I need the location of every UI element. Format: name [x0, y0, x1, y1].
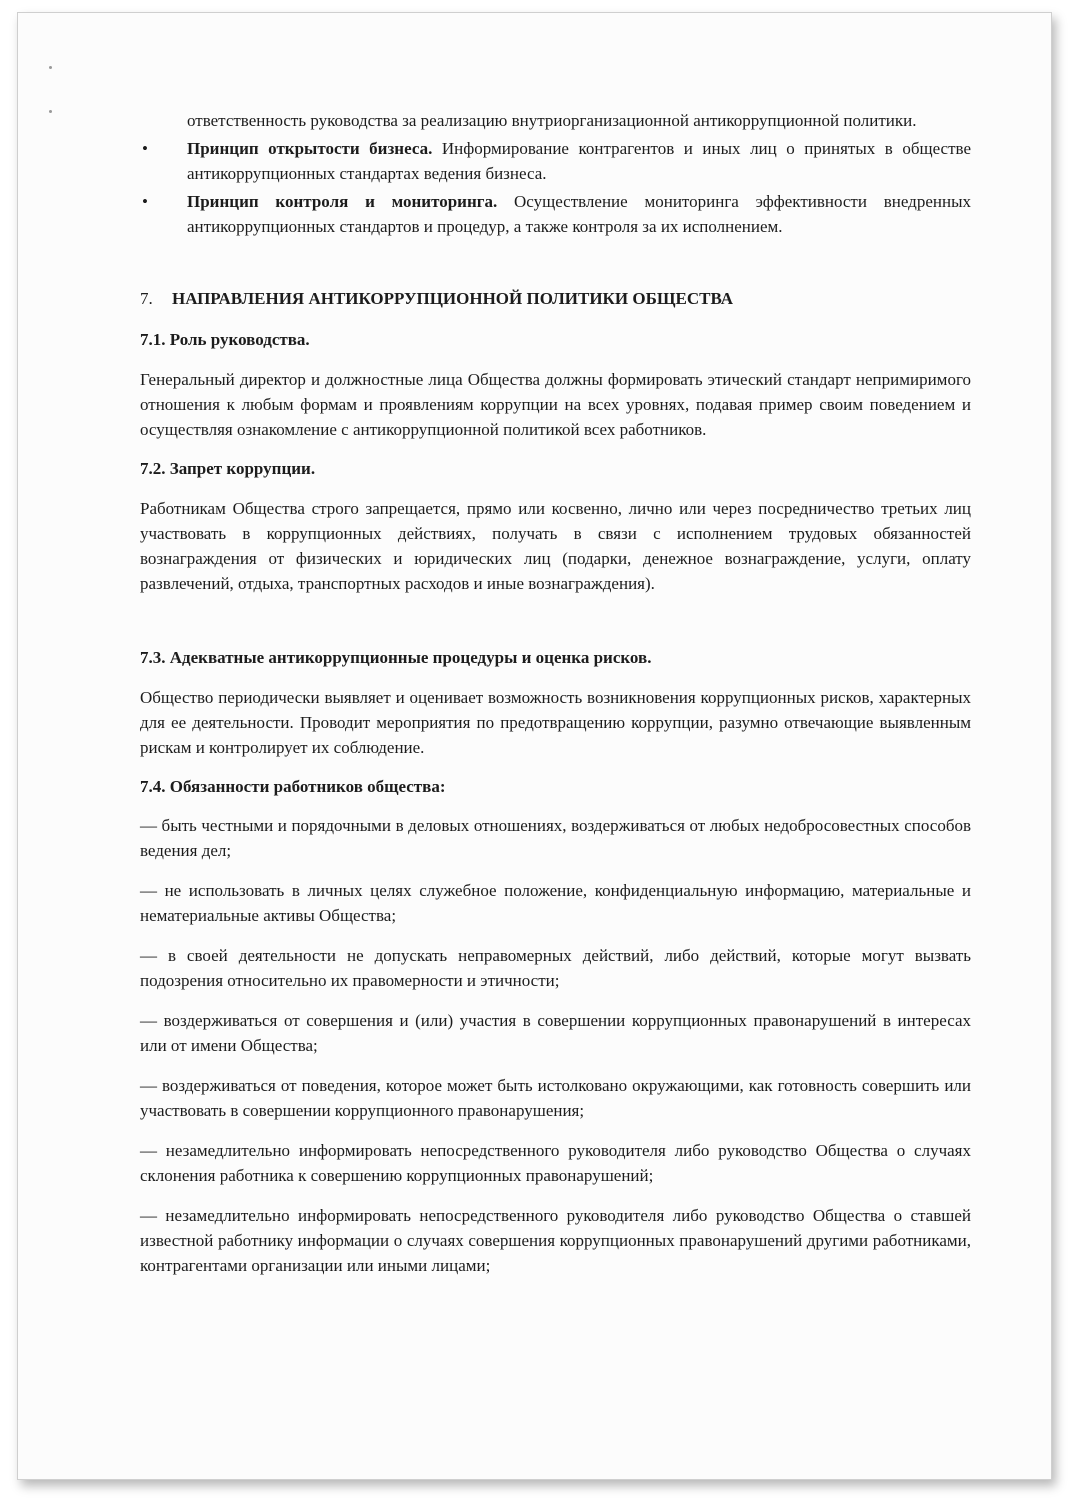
- scan-speck: [49, 66, 52, 69]
- duty-item: — в своей деятельности не допускать неправомерных действий, либо действий, которые могут вызвать подозрения относительно их правомерности и этичности;: [140, 946, 971, 990]
- section-title: НАПРАВЛЕНИЯ АНТИКОРРУПЦИОННОЙ ПОЛИТИКИ ОБЩЕСТВА: [172, 289, 733, 308]
- subsection-text-7-2: Работникам Общества строго запрещается, прямо или косвенно, лично или через посредничество третьих лиц участвовать в коррупционных действиях, получать в связи с исполнением трудовых обязанностей вознаграждения от физических и юридических лиц (подарки, денежное вознаграждение, услуги, оплату развлечений, отдыха, транспортных расходов и иные вознаграждения).: [140, 499, 971, 593]
- subsection-heading-7-3: 7.3. Адекватные антикоррупционные процедуры и оценка рисков.: [140, 648, 652, 667]
- principle-openness: [140, 136, 971, 186]
- subsection-heading-7-2: 7.2. Запрет коррупции.: [140, 459, 316, 478]
- duty-item: — воздерживаться от поведения, которое может быть истолковано окружающими, как готовность совершить или участвовать в совершении коррупционного правонарушения;: [140, 1076, 971, 1120]
- bullet-icon: •: [142, 192, 148, 211]
- intro-continuation: ответственность руководства за реализацию внутриорганизационной антикоррупционной политики.: [187, 111, 917, 130]
- scan-speck: [49, 110, 52, 113]
- principle-title: Принцип контроля и мониторинга.: [187, 192, 498, 211]
- duty-item: — не использовать в личных целях служебное положение, конфиденциальную информацию, материальные и нематериальные активы Общества;: [140, 881, 971, 925]
- duty-item: — незамедлительно информировать непосредственного руководителя либо руководство Общества о случаях склонения работника к совершению коррупционных правонарушений;: [140, 1141, 971, 1185]
- principle-text: Осуществление мониторинга эффективности внедренных антикоррупционных стандартов и процедур, а также контроля за их исполнением.: [187, 192, 971, 236]
- bullet-icon: •: [142, 139, 148, 158]
- duty-item: — воздерживаться от совершения и (или) участия в совершении коррупционных правонарушений в интересах или от имени Общества;: [140, 1011, 971, 1055]
- duties-list: [140, 813, 971, 1278]
- section-heading: [140, 286, 971, 311]
- subsection-heading-7-1: 7.1. Роль руководства.: [140, 330, 310, 349]
- duty-item: — быть честными и порядочными в деловых отношениях, воздерживаться от любых недобросовестных способов ведения дел;: [140, 816, 971, 860]
- subsection-text-7-1: Генеральный директор и должностные лица Общества должны формировать этический стандарт непримиримого отношения к любым формам и проявлениям коррупции на всех уровнях, подавая пример своим поведением и осуществляя ознакомление с антикоррупционной политикой всех работников.: [140, 370, 971, 439]
- subsection-heading-7-4: 7.4. Обязанности работников общества:: [140, 777, 446, 796]
- document-body: [140, 108, 971, 1278]
- principle-text: Информирование контрагентов и иных лиц о принятых в обществе антикоррупционных стандартах ведения бизнеса.: [187, 139, 972, 183]
- subsection-text-7-3: Общество периодически выявляет и оценивает возможность возникновения коррупционных рисков, характерных для ее деятельности. Проводит мероприятия по предотвращению коррупции, разумно отвечающие выявленным рискам и контролирует их соблюдение.: [140, 688, 971, 757]
- principle-title: Принцип открытости бизнеса.: [187, 139, 433, 158]
- section-number: 7.: [140, 289, 153, 308]
- principle-control: [140, 189, 971, 239]
- duty-item: — незамедлительно информировать непосредственного руководителя либо руководство Общества о ставшей известной работнику информации о случаях совершения коррупционных правонарушений другими работниками, контрагентами организации или иными лицами;: [140, 1206, 971, 1275]
